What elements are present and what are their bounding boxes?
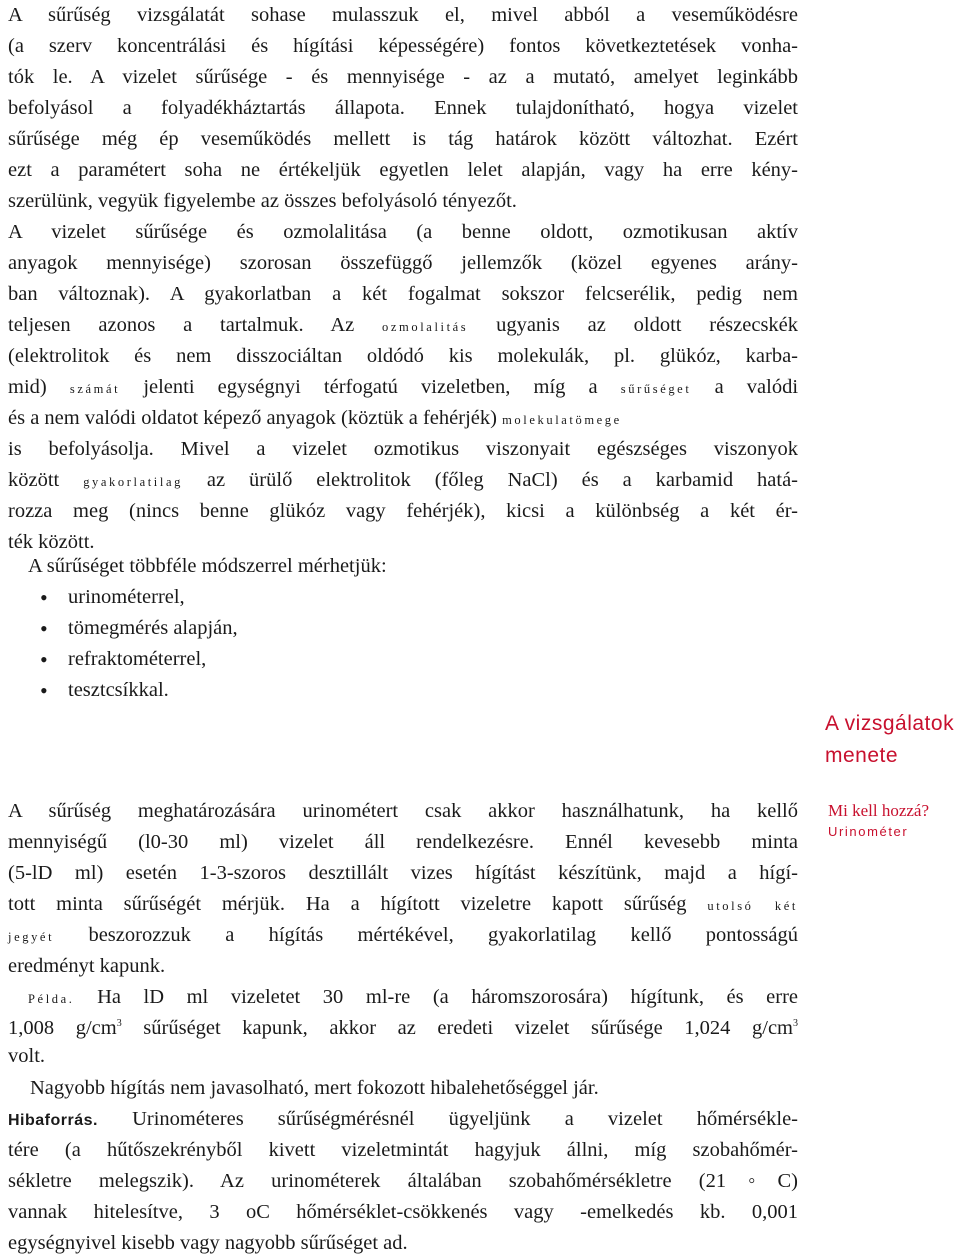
text-line: anyagok mennyisége) szorosan összefüggő jellemzők (közel egyenes arány- [8,252,798,274]
text-line: is befolyásolja. Mivel a vizelet ozmotikus viszonyait egészséges viszonyok [8,438,798,460]
text-line: sékletre melegszik). Az urinométerek általában szobahőmérsékletre (21◦C) [8,1170,798,1192]
text-line: volt. [8,1045,46,1067]
text-line: ték között. [8,531,95,553]
text-line: vannak hitelesítve, 3 oC hőmérséklet-csökkenés vagy -emelkedés kb. 0,001 [8,1201,798,1223]
spaced-term: számát [69,382,121,396]
text-span: beszorozzuk a hígítás mértékével, gyakorlatilag kellő pontosságú [88,924,798,946]
text-line [8,1013,798,1044]
text-span: ugyanis az oldott részecskék [496,314,799,336]
text-line: (a szerv koncentrálási és hígítási képességére) fontos következtetések vonha- [8,35,798,57]
text-span: között [8,469,60,491]
text-line [8,920,798,953]
text-span: teljesen azonos a tartalmuk. Az [8,314,355,336]
list-item: • tesztcsíkkal. [40,675,238,706]
sidebar-answer: Urinométer [828,824,909,839]
text-span: és a nem valódi oldatot képező anyagok (köztük a fehérjék) [8,407,497,429]
text-span [8,1017,122,1039]
text-line: eredményt kapunk. [8,955,166,977]
methods-intro: A sűrűséget többféle módszerrel mérhetjük: [28,555,387,577]
spaced-term: gyakorlatilag [83,475,183,489]
value: sűrűséget kapunk, akkor az eredeti vizelet sűrűsége 1,024 g/cm [143,1017,793,1039]
text-line [8,372,798,405]
text-line [8,889,798,922]
spaced-term: jegyét [8,930,55,944]
text-line: befolyásol a folyadékháztartás állapota. Ennek tulajdonítható, hogya vizelet [8,97,798,119]
text-line: A sűrűség vizsgálatát sohase mulasszuk el, mivel abból a veseműködésre [8,4,798,26]
text-span: tott minta sűrűségét mérjük. Ha a hígított vizeletre kapott sűrűség [8,893,687,915]
section-heading [825,708,960,772]
text-line [28,982,798,1015]
methods-list [40,582,238,706]
text-span: a valódi [714,376,799,398]
note-line: Nagyobb hígítás nem javasolható, mert fokozott hibalehetőséggel jár. [30,1077,599,1099]
superscript: 3 [793,1018,798,1029]
text-line [8,1104,798,1136]
text-line: rozza meg (nincs benne glükóz vagy fehérjék), kicsi a különbség a két ér- [8,500,798,522]
spaced-term: ozmolalitás [382,320,469,334]
text-line: ezt a paramétert soha ne értékeljük egyetlen lelet alapján, vagy ha erre kény- [8,159,798,181]
text-span: Ha lD ml vizeletet 30 ml-re (a háromszorosára) hígítunk, és erre [97,986,799,1008]
text-line: (elektrolitok és nem disszociáltan oldódó kis molekulák, pl. glükóz, karba- [8,345,798,367]
text-line [8,465,798,498]
text-line: mennyiségű (l0-30 ml) vizelet áll rendelkezésre. Ennél kevesebb minta [8,831,798,853]
text-span: jelenti egységnyi térfogatú vizeletben, míg a [143,376,598,398]
text-line: egységnyivel kisebb vagy nagyobb sűrűséget ad. [8,1232,408,1254]
text-span: Urinométeres sűrűségmérésnél ügyeljünk a vizelet hőmérsékle- [132,1108,799,1130]
text-span [143,1017,798,1039]
text-line: tére (a hűtőszekrényből kivett vizeletmintát hagyjuk állni, míg szobahőmér- [8,1139,798,1161]
text-line: A vizelet sűrűsége és ozmolalitása (a benne oldott, ozmotikusan aktív [8,221,798,243]
value: 1,008 g/cm [8,1017,117,1039]
text-span: az ürülő elektrolitok (főleg NaCl) és a karbamid hatá- [206,469,799,491]
text-line: szerülünk, vegyük figyelembe az összes befolyásoló tényezőt. [8,190,517,212]
list-item: • tömegmérés alapján, [40,613,238,644]
text-span: mid) [8,376,47,398]
error-source-label: Hibaforrás. [8,1112,98,1129]
example-label: Példa. [28,992,75,1006]
sidebar-question: Mi kell hozzá? [828,801,930,820]
heading-line: A vizsgálatok [825,712,955,735]
text-line: A sűrűség meghatározására urinométert csak akkor használhatunk, ha kellő [8,800,798,822]
text-line [8,403,798,436]
text-line: tók le. A vizelet sűrűsége - és mennyisége - az a mutató, amelyet leginkább [8,66,798,88]
text-line: (5-lD ml) esetén 1-3-szoros desztillált vizes hígítást készítünk, majd a hígí- [8,862,798,884]
heading-line: menete [825,744,899,767]
spaced-term: sűrűséget [620,382,692,396]
list-item: • urinométerrel, [40,582,238,613]
text-line: sűrűsége még ép veseműködés mellett is tág határok között változhat. Ezért [8,128,798,150]
superscript: 3 [116,1018,122,1029]
text-line [8,310,798,343]
spaced-term: molekulatömege [502,413,622,427]
text-line: ban változnak). A gyakorlatban a két fogalmat sokszor felcserélik, pedig nem [8,283,798,305]
spaced-term: utolsó két [707,899,798,913]
list-item: • refraktométerrel, [40,644,238,675]
